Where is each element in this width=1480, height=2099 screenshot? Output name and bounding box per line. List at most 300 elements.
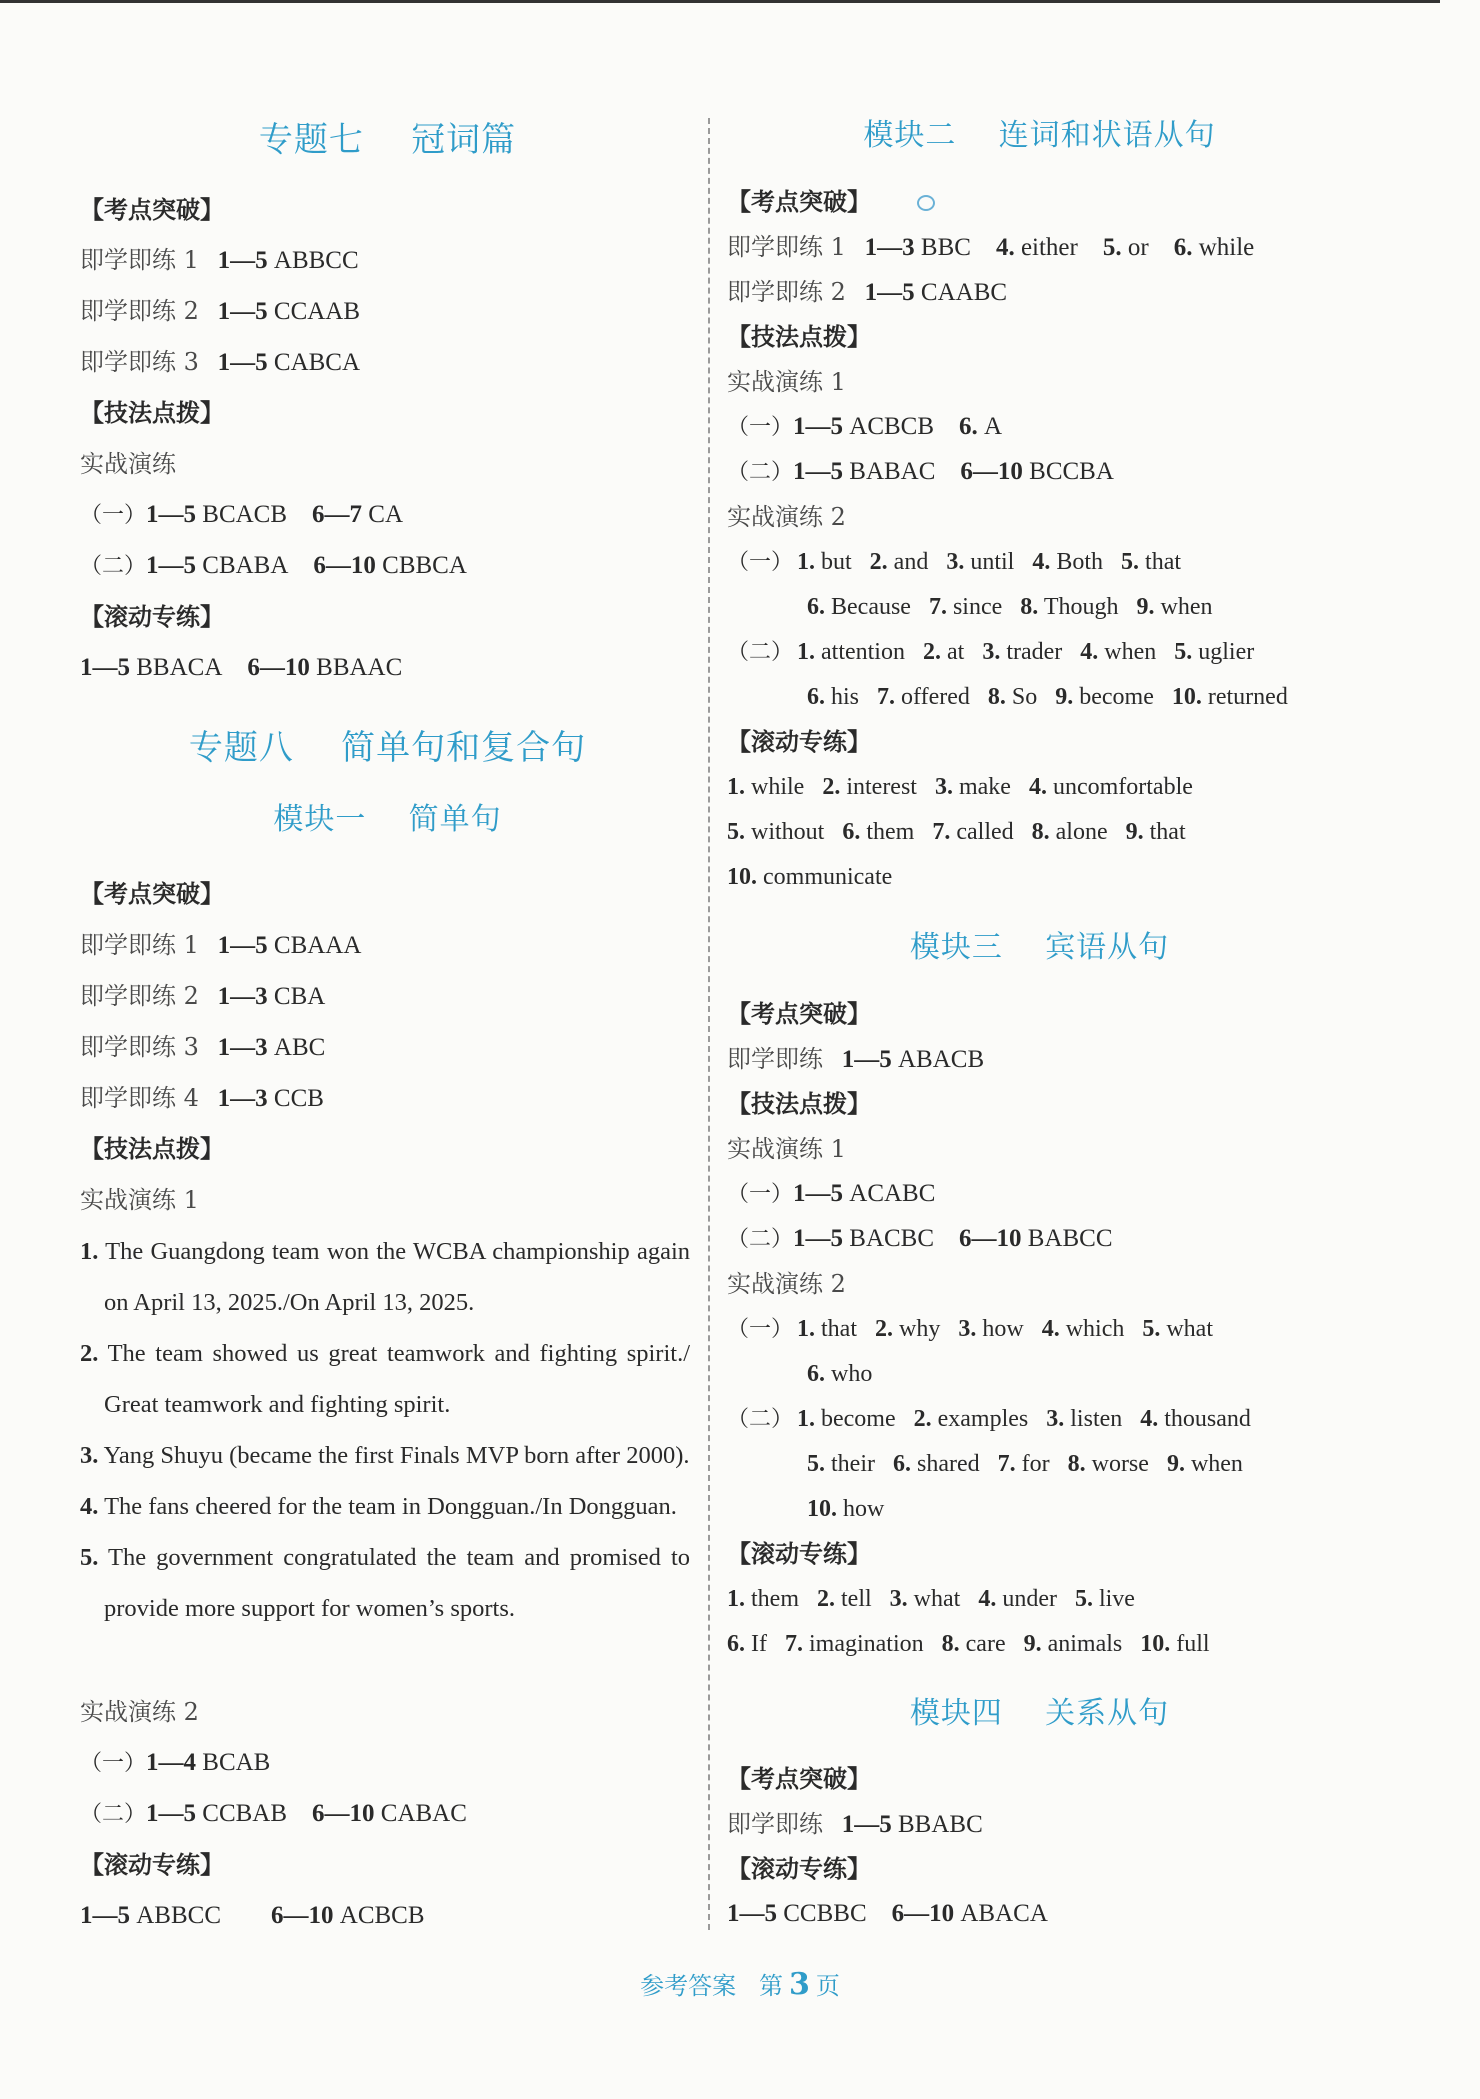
item-number: 3. — [958, 1316, 977, 1342]
item-text: The team showed us great teamwork and fighting spirit./ Great teamwork and fighting spirit. — [104, 1340, 690, 1418]
range: 6—10 — [959, 1225, 1022, 1252]
gundong-label: 【滚动专练】 — [727, 728, 871, 756]
answer: ACBCB — [339, 1902, 425, 1929]
answer-item — [1042, 1314, 1125, 1344]
item-word: make — [958, 774, 1011, 800]
m1-shizhan2-row-2 — [80, 1799, 467, 1830]
word-list — [797, 1314, 1231, 1344]
paren: （二） — [727, 460, 794, 485]
answer-item — [807, 1494, 884, 1524]
item-word: tell — [841, 1586, 872, 1612]
sentence-answer — [80, 1328, 690, 1430]
item-number: 3. — [80, 1442, 99, 1469]
range: 1—5 — [793, 413, 844, 440]
item-number: 5. — [807, 1451, 825, 1477]
item-word: animals — [1047, 1631, 1123, 1657]
range: 6—10 — [271, 1902, 334, 1929]
item-word: uglier — [1198, 639, 1255, 665]
item-word: when — [1104, 639, 1157, 665]
word-list — [807, 1494, 902, 1524]
item-number: 5. — [1174, 639, 1193, 665]
answer: BACBC — [849, 1225, 935, 1252]
item-number: 7. — [877, 684, 896, 710]
item-word: returned — [1207, 684, 1288, 710]
word-list — [727, 1584, 1153, 1614]
answer-item — [1020, 592, 1118, 622]
item-word: them — [751, 1586, 799, 1612]
item-number: 6. — [892, 1451, 911, 1477]
m3-jifa-label: 【技法点拨】 — [727, 1090, 871, 1118]
item-number: 7. — [932, 819, 951, 845]
item-word: why — [899, 1316, 941, 1342]
jixue-row-2 — [80, 296, 360, 327]
m1-shizhan2-row-1 — [80, 1748, 270, 1779]
row-label: 即学即练 3 — [80, 1033, 199, 1061]
item-number: 9. — [1055, 684, 1074, 710]
item-number: 4. — [80, 1493, 99, 1520]
paren: （二） — [727, 1227, 794, 1252]
page-number: 3 — [789, 1967, 810, 2002]
item-number: 4. — [1080, 639, 1099, 665]
m4-gundong-label: 【滚动专练】 — [727, 1855, 871, 1883]
shizhan-row-1 — [80, 500, 403, 531]
page-suffix: 页 — [815, 1972, 840, 2000]
item-number: 6. — [727, 1631, 745, 1657]
answer-item — [727, 1584, 799, 1614]
item-number: 8. — [1020, 594, 1039, 620]
jifa-label: 【技法点拨】 — [80, 399, 224, 427]
m3-kaodian-label: 【考点突破】 — [727, 1000, 871, 1028]
item-word: communicate — [763, 864, 893, 890]
answer-item — [1140, 1404, 1251, 1434]
range: 1—3 — [864, 234, 915, 261]
m3-shizhan1-label: 实战演练 1 — [727, 1135, 846, 1163]
answer: CABCA — [273, 349, 361, 376]
item-word: without — [751, 819, 825, 845]
item-word: If — [751, 1631, 767, 1657]
paren: （一） — [727, 550, 794, 575]
item-word: under — [1002, 1586, 1057, 1612]
m1-shizhan1-answers — [80, 1226, 690, 1634]
item-number: 2. — [875, 1316, 893, 1342]
word-list — [727, 817, 1204, 847]
answer: CBAAA — [273, 932, 362, 959]
sentence-answer — [80, 1226, 690, 1328]
answer-item — [727, 1629, 767, 1659]
answer: BABCC — [1027, 1225, 1113, 1252]
item-number: 4. — [978, 1586, 997, 1612]
item-word: become — [1079, 684, 1154, 710]
answer: BBABC — [898, 1811, 983, 1838]
gundong-row — [80, 653, 402, 683]
answer-item — [1032, 817, 1108, 847]
item-word: shared — [916, 1451, 980, 1477]
heading-module1: 模块一 简单句 — [273, 802, 502, 837]
m4-kaodian-label: 【考点突破】 — [727, 1765, 871, 1793]
range: 6—10 — [312, 1800, 375, 1827]
range: 1—5 — [80, 1902, 130, 1929]
range: 1—5 — [793, 1225, 844, 1252]
answer-item — [982, 637, 1062, 667]
answer-item — [1137, 592, 1213, 622]
paren: （二） — [80, 1802, 147, 1827]
page-footer — [0, 1968, 1480, 2003]
item-number: 5. — [1102, 234, 1122, 261]
item-word: for — [1021, 1451, 1050, 1477]
range: 1—3 — [217, 1085, 268, 1112]
paren: （一） — [80, 1751, 147, 1776]
item-word: his — [831, 684, 860, 710]
answer: CCB — [273, 1085, 324, 1112]
row-label: 即学即练 1 — [727, 233, 846, 261]
item-word: imagination — [808, 1631, 924, 1657]
item-number: 10. — [1171, 684, 1202, 710]
item-number: 4. — [1140, 1406, 1159, 1432]
row-label: 即学即练 3 — [80, 348, 199, 376]
item-text: The Guangdong team won the WCBA championship again on April 13, 2025./On April 13, 2025. — [104, 1238, 691, 1316]
item-number: 5. — [1142, 1316, 1161, 1342]
row-label: 即学即练 1 — [80, 246, 199, 274]
answer-item — [1121, 547, 1181, 577]
answer-item — [893, 1449, 980, 1479]
answer-item — [807, 682, 859, 712]
item-number: 4. — [1028, 774, 1047, 800]
item-number: 3. — [982, 639, 1001, 665]
answer-item — [797, 1314, 857, 1344]
kaodian-label: 【考点突破】 — [727, 188, 871, 216]
range: 6—10 — [247, 654, 310, 681]
m3-shizhan2-group-2 — [727, 1404, 1251, 1435]
item-word: that — [1149, 819, 1186, 845]
item-number: 10. — [1140, 1631, 1171, 1657]
m1-jixue-row-4 — [80, 1083, 324, 1114]
m4-gundong-row — [727, 1899, 1048, 1929]
m3-jixue-row — [727, 1044, 984, 1075]
item-number: 7. — [784, 1631, 803, 1657]
answer: CBA — [273, 983, 326, 1010]
range: 6—10 — [313, 552, 376, 579]
answer-item — [727, 772, 804, 802]
answer-item — [932, 817, 1013, 847]
heading-module4: 模块四 关系从句 — [909, 1696, 1170, 1731]
answer-item — [727, 817, 824, 847]
m1-jixue-row-3 — [80, 1032, 325, 1063]
paren: （二） — [80, 554, 147, 579]
answer-item — [807, 592, 911, 622]
m3-shizhan2-group-1 — [727, 1314, 1213, 1345]
answer-item — [1174, 637, 1254, 667]
range: 1—5 — [793, 1180, 844, 1207]
item-number: 3. — [889, 1586, 908, 1612]
gundong-label: 【滚动专练】 — [80, 603, 224, 631]
item-number: 9. — [1136, 594, 1155, 620]
item-word: offered — [901, 684, 970, 710]
kaodian-label: 【考点突破】 — [80, 196, 224, 224]
sentence-answer — [80, 1430, 690, 1481]
range: 1—5 — [80, 654, 130, 681]
answer-item — [958, 1314, 1023, 1344]
range: 1—5 — [217, 298, 268, 325]
item-word: since — [952, 594, 1003, 620]
heading-topic7: 专题七 冠词篇 — [258, 120, 517, 160]
answer: ABBCC — [273, 247, 359, 274]
word-list — [807, 592, 1231, 622]
item-number: 2. — [80, 1340, 99, 1367]
item-word: worse — [1091, 1451, 1149, 1477]
answer-item — [978, 1584, 1057, 1614]
answer-item — [817, 1584, 872, 1614]
item-word: attention — [821, 639, 905, 665]
item-word: when — [1160, 594, 1213, 620]
item-word: uncomfortable — [1052, 774, 1193, 800]
answer: ACABC — [849, 1180, 936, 1207]
column-divider — [708, 118, 710, 1930]
range: 1—5 — [793, 458, 844, 485]
row-label: 即学即练 2 — [80, 982, 199, 1010]
item-number: 4. — [1041, 1316, 1060, 1342]
answer: BBAAC — [316, 654, 403, 681]
answer-item — [935, 772, 1011, 802]
answer: ABC — [273, 1034, 326, 1061]
item-number: 6. — [1173, 234, 1193, 261]
m3-shizhan1-row-1 — [727, 1179, 935, 1210]
answer-item — [1080, 637, 1156, 667]
m1-jixue-row-1 — [80, 930, 361, 961]
answer: ABBCC — [136, 1902, 222, 1929]
item-word: become — [821, 1406, 896, 1432]
item-word: while — [1198, 234, 1255, 261]
item-word: interest — [846, 774, 917, 800]
item-number: 1. — [797, 1406, 815, 1432]
range: 1—3 — [217, 1034, 268, 1061]
item-word: Though — [1043, 594, 1119, 620]
item-number: 2. — [822, 774, 841, 800]
answer: CCBAB — [202, 1800, 288, 1827]
item-word: who — [831, 1361, 873, 1387]
item-word: alone — [1055, 819, 1108, 845]
item-word: or — [1127, 234, 1149, 261]
answer-item — [797, 1404, 896, 1434]
item-number: 6. — [807, 684, 825, 710]
item-word: live — [1098, 1586, 1135, 1612]
word-list — [797, 547, 1199, 577]
answer: CCAAB — [273, 298, 361, 325]
answer: BBC — [920, 234, 971, 261]
item-word: their — [831, 1451, 875, 1477]
item-word: called — [956, 819, 1014, 845]
item-number: 7. — [928, 594, 947, 620]
answer-item — [1140, 1629, 1209, 1659]
word-list — [807, 1359, 890, 1389]
item-text: Yang Shuyu (became the first Finals MVP born after 2000). — [103, 1442, 690, 1469]
answer: A — [984, 413, 1003, 440]
row-label: 即学即练 2 — [727, 278, 846, 306]
footer-title: 参考答案 — [640, 1972, 737, 2000]
answer: CA — [368, 501, 404, 528]
item-number: 10. — [807, 1496, 837, 1522]
shizhan2-label: 实战演练 2 — [727, 503, 846, 531]
item-number: 5. — [727, 819, 745, 845]
answer: CBABA — [202, 552, 289, 579]
m3-shizhan2-label: 实战演练 2 — [727, 1270, 846, 1298]
answer-item — [1167, 1449, 1243, 1479]
item-word: Both — [1056, 549, 1104, 575]
m4-jixue-row — [727, 1809, 983, 1840]
m1-shizhan2-label: 实战演练 2 — [80, 1698, 199, 1726]
item-text: The fans cheered for the team in Dongguan./In Dongguan. — [104, 1493, 677, 1520]
answer: BABAC — [849, 458, 936, 485]
top-rule — [0, 0, 1440, 3]
item-word: which — [1065, 1316, 1125, 1342]
range: 6. — [959, 413, 978, 440]
item-number: 6. — [842, 819, 861, 845]
range: 1—5 — [146, 1800, 197, 1827]
answer-item — [877, 682, 970, 712]
item-number: 7. — [997, 1451, 1016, 1477]
row-label: 即学即练 1 — [80, 931, 199, 959]
word-list — [727, 772, 1211, 802]
answer-item — [1142, 1314, 1213, 1344]
answer-item — [1046, 1404, 1122, 1434]
answer-item — [1032, 547, 1103, 577]
answer: ACBCB — [849, 413, 935, 440]
jixue-row-1 — [727, 232, 1254, 263]
stamp-mark-icon — [917, 195, 935, 211]
answer-item — [1068, 1449, 1149, 1479]
sentence-answer — [80, 1481, 690, 1532]
item-word: how — [843, 1496, 885, 1522]
range: 1—5 — [217, 247, 268, 274]
range: 1—5 — [841, 1046, 892, 1073]
item-word: So — [1011, 684, 1038, 710]
answer: BCACB — [202, 501, 288, 528]
row-label: 即学即练 2 — [80, 297, 199, 325]
m3-shizhan1-row-2 — [727, 1224, 1113, 1255]
answer-item — [988, 682, 1037, 712]
range: 1—3 — [217, 983, 268, 1010]
answer: BCAB — [202, 1749, 271, 1776]
item-number: 6. — [807, 1361, 825, 1387]
item-number: 2. — [869, 549, 888, 575]
item-word: and — [893, 549, 929, 575]
item-number: 1. — [797, 1316, 815, 1342]
word-list — [797, 1404, 1269, 1434]
item-word: thousand — [1164, 1406, 1251, 1432]
item-word: trader — [1006, 639, 1063, 665]
heading-module2: 模块二 连词和状语从句 — [863, 118, 1216, 153]
m1-kaodian-label: 【考点突破】 — [80, 880, 224, 908]
answer-item — [1029, 772, 1193, 802]
range: 1—5 — [841, 1811, 892, 1838]
item-number: 8. — [941, 1631, 960, 1657]
row-label: 即学即练 — [727, 1810, 823, 1838]
jifa-label: 【技法点拨】 — [727, 323, 871, 351]
answer-item — [1126, 817, 1186, 847]
item-number: 3. — [934, 774, 953, 800]
word-list — [727, 1629, 1228, 1659]
item-number: 4. — [995, 234, 1015, 261]
word-list — [797, 637, 1272, 667]
answer: CABAC — [380, 1800, 467, 1827]
item-number: 9. — [1166, 1451, 1185, 1477]
answer: BBACA — [136, 654, 223, 681]
item-number: 1. — [797, 549, 815, 575]
m1-jixue-row-2 — [80, 981, 325, 1012]
answer-item — [797, 637, 905, 667]
item-word: while — [751, 774, 805, 800]
answer-item — [807, 1359, 872, 1389]
answer-item — [842, 817, 914, 847]
m1-shizhan1-label: 实战演练 1 — [80, 1186, 199, 1214]
range: 1—5 — [864, 279, 915, 306]
answer-item — [1172, 682, 1288, 712]
item-number: 3. — [1046, 1406, 1065, 1432]
item-number: 1. — [727, 774, 745, 800]
heading-topic8: 专题八 简单句和复合句 — [188, 728, 587, 768]
answer-item — [875, 1314, 940, 1344]
word-list — [727, 862, 910, 892]
item-number: 10. — [727, 864, 757, 890]
item-number: 2. — [922, 639, 941, 665]
jixue-row-1 — [80, 245, 359, 276]
range: 6—10 — [960, 458, 1023, 485]
answer-item — [890, 1584, 961, 1614]
m1-gundong-row — [80, 1901, 425, 1931]
item-number: 8. — [1031, 819, 1050, 845]
shizhan1-row-1 — [727, 412, 1002, 443]
m1-jifa-label: 【技法点拨】 — [80, 1135, 224, 1163]
item-word: Because — [831, 594, 911, 620]
item-word: but — [821, 549, 852, 575]
answer-item — [998, 1449, 1050, 1479]
item-number: 1. — [797, 639, 815, 665]
paren: （一） — [727, 1182, 794, 1207]
range: 6—7 — [312, 501, 363, 528]
answer-item — [727, 862, 892, 892]
jixue-row-2 — [727, 277, 1007, 308]
item-word: until — [970, 549, 1015, 575]
answer-item — [1024, 1629, 1123, 1659]
item-word: what — [913, 1586, 961, 1612]
item-word: either — [1020, 234, 1078, 261]
answer-item — [797, 547, 852, 577]
shizhan-label: 实战演练 — [80, 450, 176, 478]
answer-item — [1055, 682, 1154, 712]
item-number: 6. — [807, 594, 825, 620]
item-number: 5. — [1121, 549, 1140, 575]
item-word: that — [821, 1316, 857, 1342]
row-label: 即学即练 4 — [80, 1084, 199, 1112]
answer-item — [946, 547, 1014, 577]
paren: （一） — [727, 1317, 794, 1342]
heading-module3: 模块三 宾语从句 — [909, 930, 1170, 965]
item-word: that — [1145, 549, 1182, 575]
answer-item — [914, 1404, 1029, 1434]
item-word: at — [946, 639, 965, 665]
shizhan-row-2 — [80, 551, 467, 582]
answer-item — [870, 547, 929, 577]
range: 1—4 — [146, 1749, 197, 1776]
item-text: The government congratulated the team and promised to provide more support for women’s sports. — [104, 1544, 691, 1622]
answer: CAABC — [920, 279, 1008, 306]
answer-item — [923, 637, 964, 667]
sentence-answer — [80, 1532, 690, 1634]
item-word: how — [982, 1316, 1024, 1342]
page-prefix: 第 — [759, 1972, 783, 2000]
range: 1—5 — [146, 552, 197, 579]
range: 6—10 — [891, 1900, 955, 1927]
answer-item — [1075, 1584, 1135, 1614]
